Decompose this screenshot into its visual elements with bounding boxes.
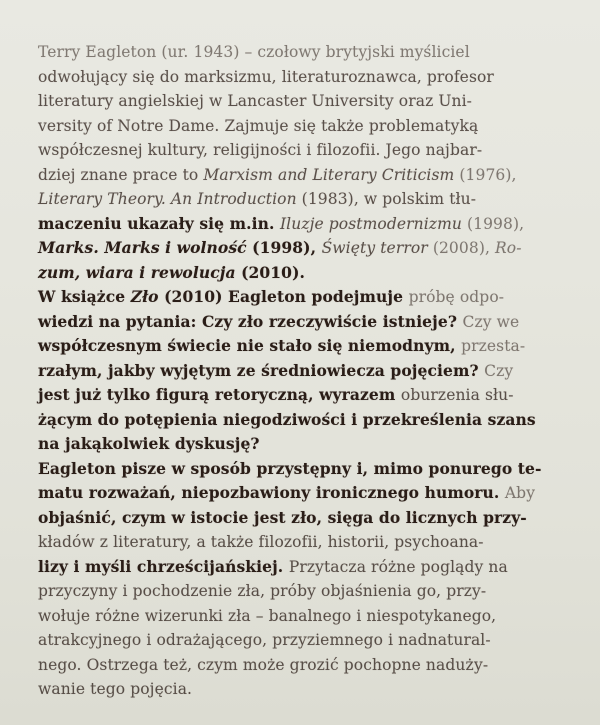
text-line — [38, 261, 574, 286]
text-line — [38, 285, 574, 310]
text-segment: współczesnej kultury, religijności i filozofii. Jego najbar- — [38, 141, 483, 159]
text-segment: przyczyny i pochodzenie zła, próby objaśnienia go, przy- — [38, 582, 487, 600]
back-cover-text — [38, 40, 574, 702]
text-segment: (1998), — [246, 238, 322, 257]
text-segment: żącym do potępienia niegodziwości i przekreślenia szans — [38, 409, 536, 429]
text-segment: oburzenia słu- — [400, 386, 514, 404]
text-segment: wołuje różne wizerunki zła – banalnego i niespotykanego, — [38, 606, 497, 625]
text-segment: (1983), w polskim tłu- — [296, 190, 477, 208]
text-line — [38, 187, 574, 212]
text-segment: (2010) Eagleton podejmuje — [158, 287, 409, 306]
book-description-paragraph — [38, 457, 574, 702]
text-segment: Przytacza różne poglądy na — [288, 557, 508, 576]
text-segment: maczeniu ukazały się m.in. — [38, 213, 280, 233]
text-line — [38, 555, 574, 580]
text-line — [38, 604, 574, 629]
text-segment: współczesnym świecie nie stało się niemodnym, — [38, 336, 462, 355]
text-segment: wiedzi na pytania: Czy zło rzeczywiście istnieje? — [38, 311, 463, 331]
text-line — [38, 163, 574, 188]
text-segment: objaśnić, czym w istocie jest zło, sięga do licznych przy- — [38, 507, 527, 527]
text-segment: Marxism and Literary Criticism — [203, 165, 455, 184]
text-line — [38, 383, 574, 408]
text-segment: Zło — [130, 287, 159, 306]
text-segment: Aby — [504, 484, 536, 502]
text-segment: lizy i myśli chrześcijańskiej. — [38, 556, 289, 576]
text-segment: Czy — [484, 361, 514, 380]
text-line — [38, 138, 574, 163]
text-line — [38, 40, 574, 65]
text-line — [38, 359, 574, 384]
text-segment: dziej znane prace to — [38, 165, 204, 184]
text-segment: (1976), — [454, 165, 517, 184]
text-line — [38, 114, 574, 139]
book-question-paragraph — [38, 285, 574, 457]
text-line — [38, 457, 574, 482]
text-line — [38, 310, 574, 335]
text-segment: Terry Eagleton (ur. 1943) – czołowy brytyjski myśliciel — [38, 43, 470, 61]
text-segment: Ro- — [495, 239, 522, 257]
text-segment: jest już tylko figurą retoryczną, wyrazem — [38, 385, 401, 404]
text-segment: W książce — [38, 287, 131, 306]
text-segment: Święty terror — [321, 239, 428, 257]
text-segment: zum, wiara i rewolucja — [38, 262, 236, 282]
text-segment: na jakąkolwiek dyskusję? — [38, 434, 260, 453]
text-segment: rzałym, jakby wyjętym ze średniowiecza pojęciem? — [38, 360, 485, 380]
text-segment: literatury angielskiej w Lancaster University oraz Uni- — [38, 92, 473, 110]
text-segment: kładów z literatury, a także filozofii, historii, psychoana- — [38, 533, 484, 551]
text-line — [38, 432, 574, 457]
text-segment: versity of Notre Dame. Zajmuje się także problematyką — [38, 116, 479, 135]
text-segment: Literary Theory. An Introduction — [38, 190, 297, 208]
text-line — [38, 65, 574, 90]
text-line — [38, 236, 574, 261]
text-segment: wanie tego pojęcia. — [38, 680, 193, 698]
text-segment: atrakcyjnego i odrażającego, przyziemnego i nadnatural- — [38, 631, 491, 649]
text-line — [38, 579, 574, 604]
text-segment: Marks. Marks i wolność — [38, 238, 247, 257]
text-line — [38, 481, 574, 506]
text-segment: (2008), — [427, 239, 496, 257]
text-segment: nego. Ostrzega też, czym może grozić pochopne nadużу- — [38, 655, 489, 674]
text-segment: przesta- — [461, 337, 526, 355]
text-line — [38, 408, 574, 433]
text-segment: matu rozważań, niepozbawiony ironicznego humoru. — [38, 483, 505, 502]
text-line — [38, 212, 574, 237]
text-line — [38, 506, 574, 531]
text-segment: (2010). — [235, 262, 305, 282]
text-line — [38, 89, 574, 114]
text-line — [38, 677, 574, 702]
text-segment: Iluzje postmodernizmu — [279, 214, 462, 233]
text-segment: (1998), — [461, 214, 525, 233]
text-segment: odwołujący się do marksizmu, literaturoznawca, profesor — [38, 67, 494, 86]
text-segment: Czy we — [462, 312, 520, 331]
text-segment: Eagleton pisze w sposób przystępny i, mimo ponurego te- — [38, 458, 542, 478]
text-line — [38, 628, 574, 653]
text-segment: próbę odpo- — [408, 288, 505, 306]
author-bio-paragraph — [38, 40, 574, 285]
text-line — [38, 653, 574, 678]
text-line — [38, 530, 574, 555]
text-line — [38, 334, 574, 359]
